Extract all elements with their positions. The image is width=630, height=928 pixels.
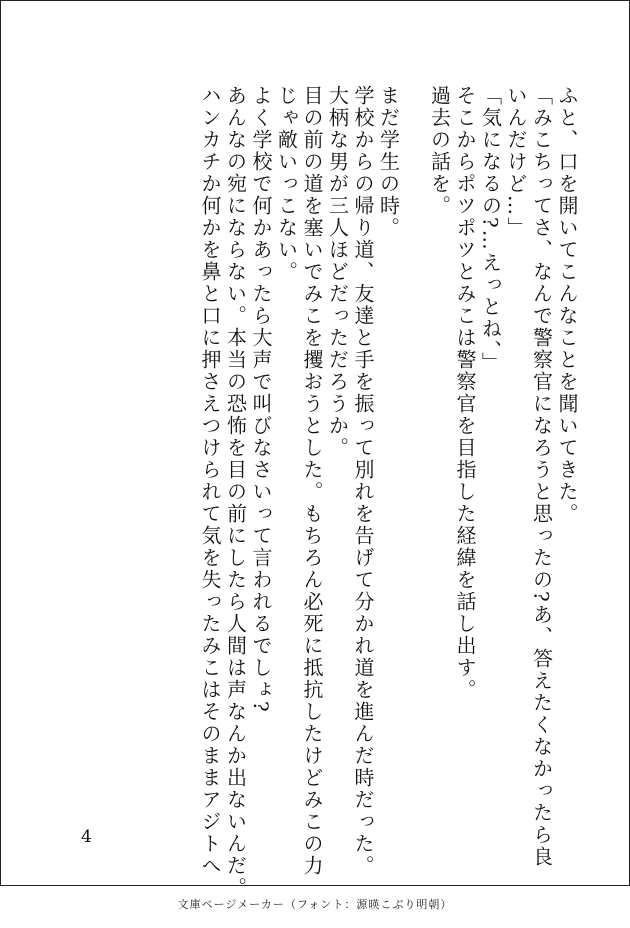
text-line: 過去の話を。 (427, 85, 452, 217)
blank-line (401, 85, 427, 810)
text-line: ハンカチか何かを鼻と口に押さえつけられて気を失ったみこはそのままアジトへ (198, 85, 222, 877)
text-line: 「みこちってさ、なんで警察官になろうと思ったの?あ、答えたくなかったら良 (529, 85, 554, 868)
text-line: ふと、口を開いてこんなことを聞いてきた。 (555, 85, 579, 525)
text-line: よく学校で何かあったら大声で叫びなさいって言われるでしょ? (249, 85, 273, 714)
text-line: あんなの宛にならない。本当の恐怖を目の前にしたら人間は声なんか出ないんだ。 (223, 85, 248, 899)
text-line: そこからポツポツとみこは警察官を目指した経緯を話し出す。 (453, 85, 477, 701)
text-line: まだ学生の時。 (376, 85, 401, 239)
body-text (197, 85, 580, 899)
text-line: 大柄な男が三人ほどだっただろうか。 (325, 85, 350, 459)
footer-credit: 文庫ページメーカー（フォント：源暎こぶり明朝） (177, 898, 453, 911)
text-line: 学校からの帰り道、友達と手を振って別れを告げて分かれ道を進んだ時だった。 (351, 85, 375, 877)
page-number: 4 (81, 827, 92, 847)
text-line: じゃ敵いっこない。 (274, 85, 299, 283)
text-line: いんだけど…」 (504, 85, 528, 239)
text-line: 「気になるの?…えっとね、」 (478, 85, 503, 374)
text-line: 目の前の道を塞いでみこを攫おうとした。もちろん必死に抵抗したけどみこの力 (300, 85, 324, 877)
